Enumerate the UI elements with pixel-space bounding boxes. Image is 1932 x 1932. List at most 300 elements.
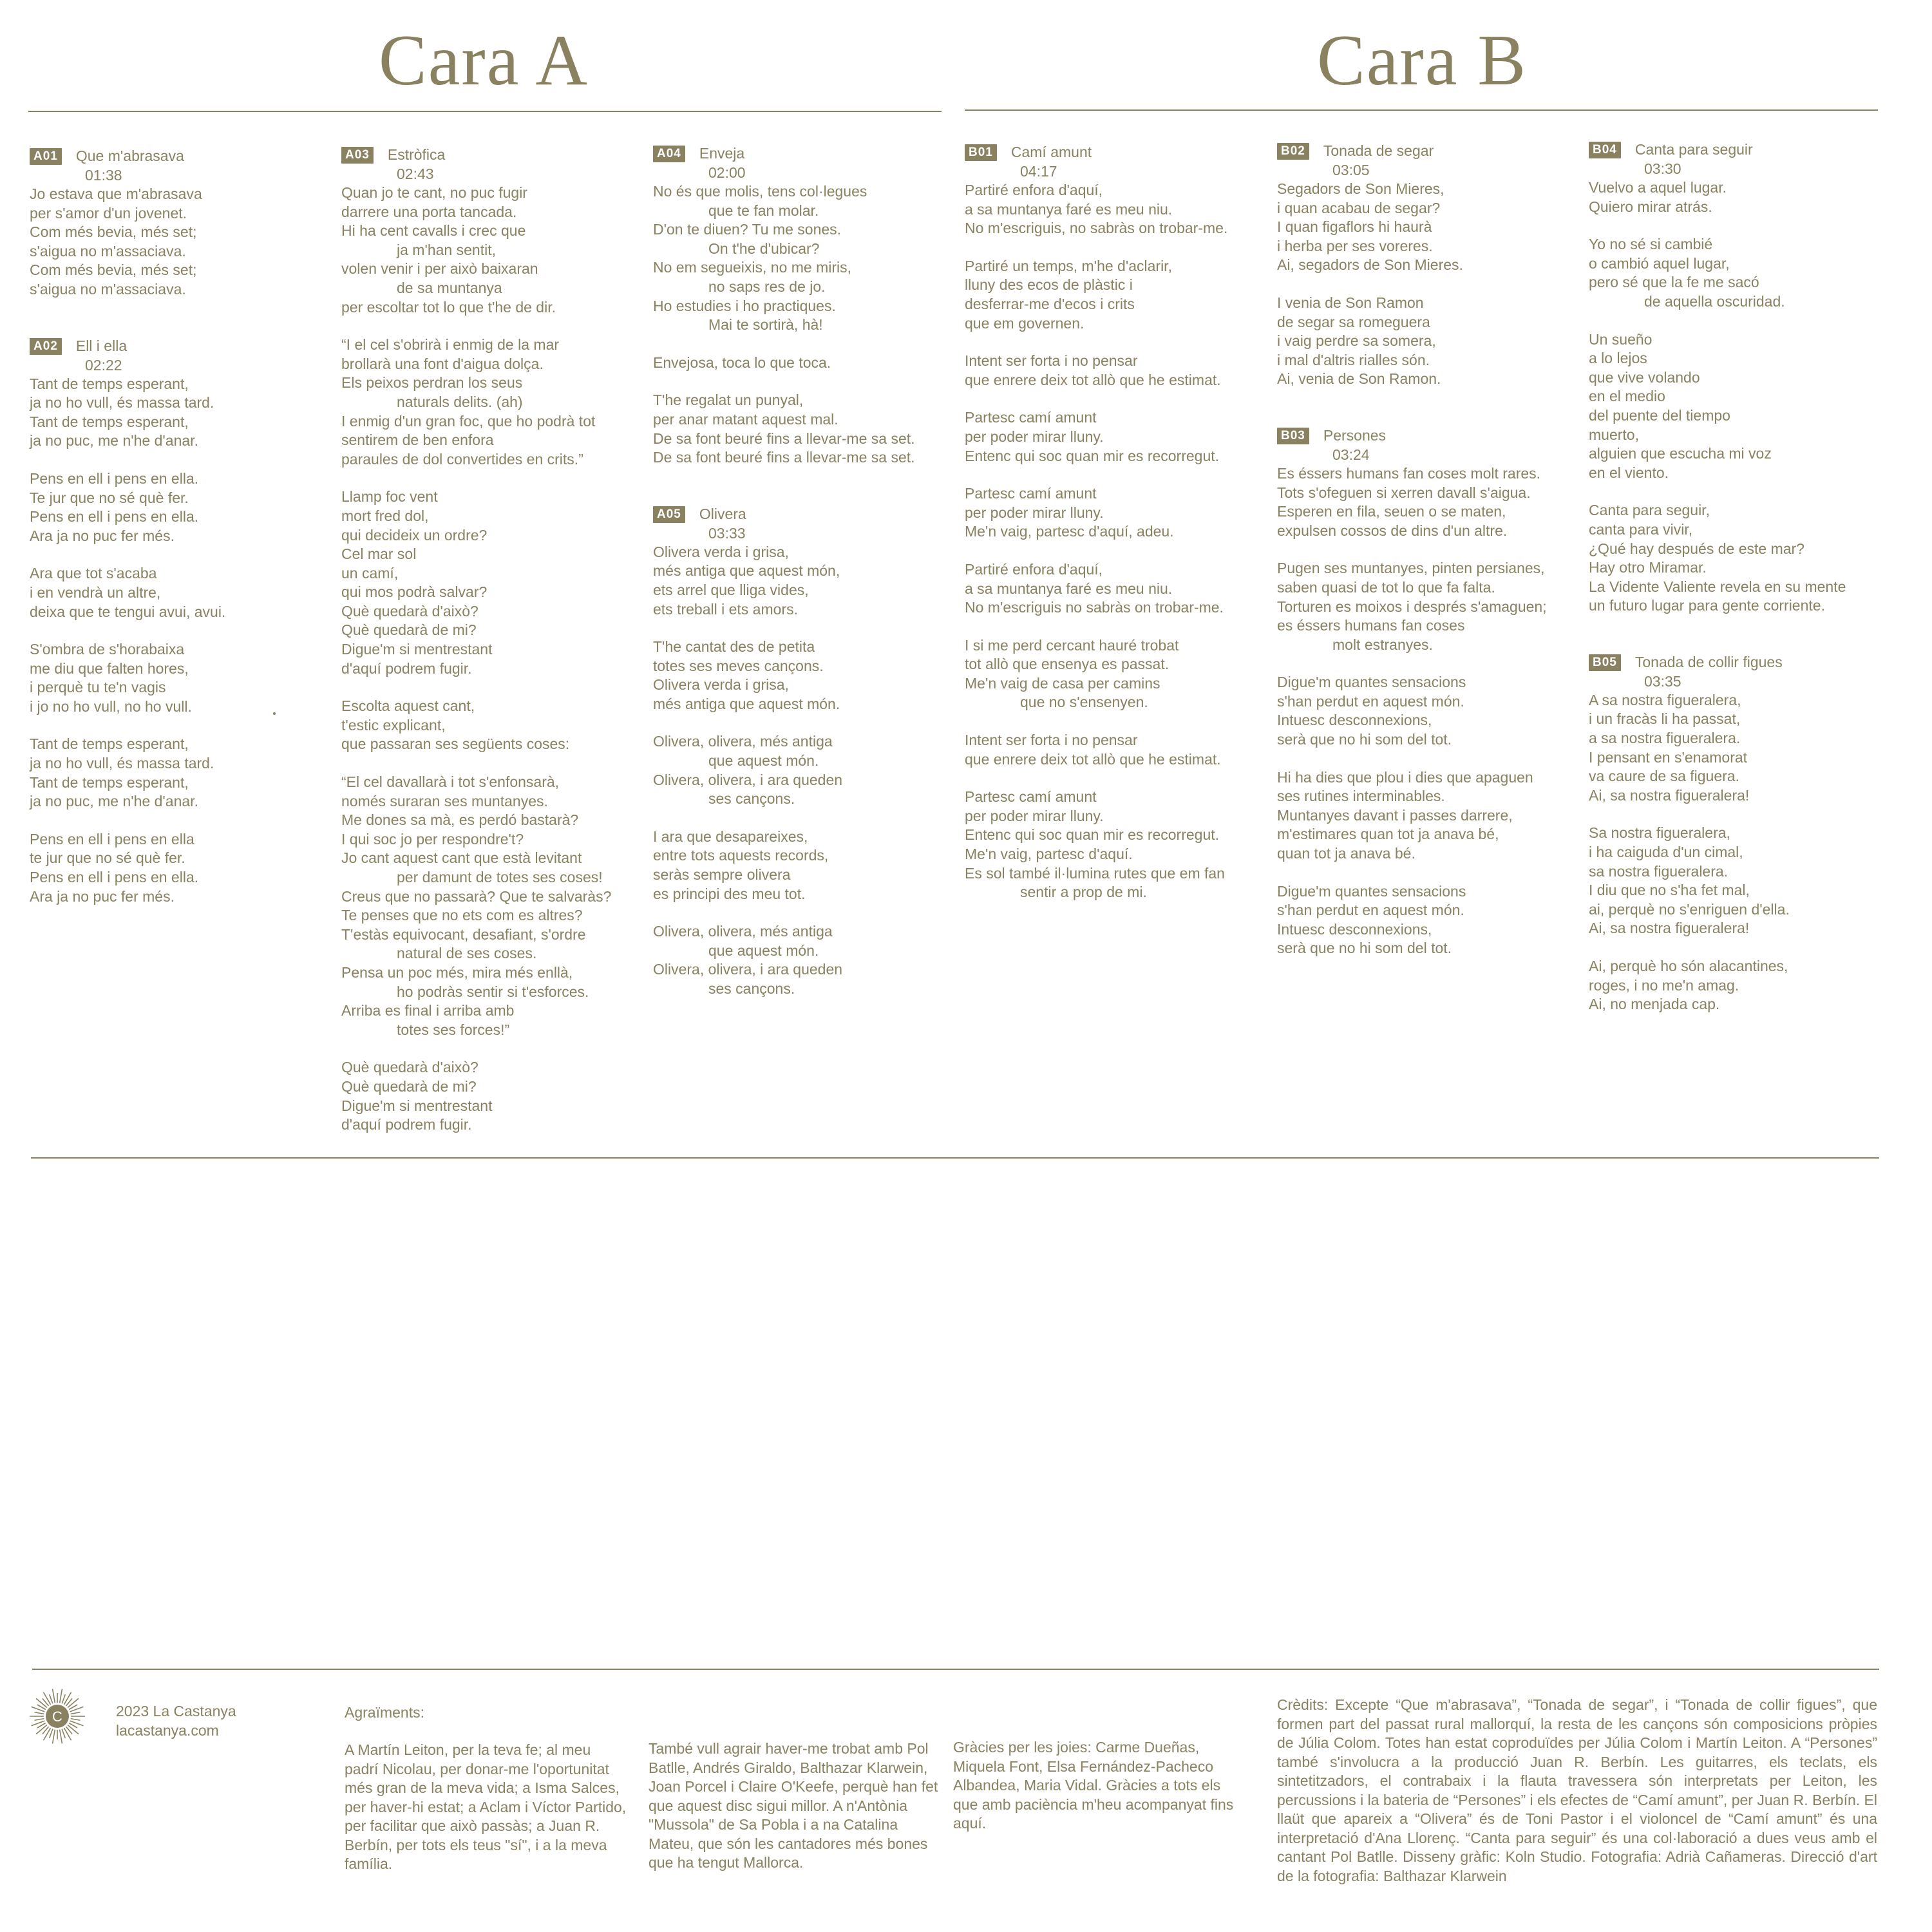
lyric-line: en el viento. xyxy=(1589,464,1669,481)
track xyxy=(1277,426,1580,958)
lyric-line: Ara que tot s'acaba xyxy=(30,565,157,582)
lyrics-stanza xyxy=(341,697,644,754)
logo-ray xyxy=(71,1712,80,1714)
lyric-line: paraules de dol convertides en crits.” xyxy=(341,450,583,468)
lyric-line: que enrere deix tot allò que he estimat. xyxy=(965,371,1221,388)
lyric-line: qui mos podrà salvar? xyxy=(341,583,488,601)
lyric-line: més antiga que aquest món, xyxy=(653,562,840,580)
logo-letter: C xyxy=(52,1709,62,1725)
lyric-line: ja no puc, me n'he d'anar. xyxy=(30,432,198,450)
lyric-line: I enmig d'un gran foc, que ho podrà tot xyxy=(341,412,596,430)
track xyxy=(965,143,1267,902)
logo-ray xyxy=(60,1730,62,1744)
lyric-line: per damunt de totes ses coses! xyxy=(397,869,603,886)
lyrics-stanza xyxy=(965,731,1267,769)
lyrics-stanza xyxy=(30,185,332,299)
lyric-line: Olivera, olivera, més antiga xyxy=(653,923,833,940)
lyric-line: només suraran ses muntanyes. xyxy=(341,792,548,810)
track-number-badge: A04 xyxy=(653,146,685,162)
lyric-line: de aquella oscuridad. xyxy=(1644,292,1785,310)
lyric-line: Partiré enfora d'aquí, xyxy=(965,182,1103,198)
track-header xyxy=(341,146,644,165)
lyrics-stanza xyxy=(1589,178,1891,216)
track-duration: 03:05 xyxy=(1332,162,1370,178)
lyric-line: I ara que desapareixes, xyxy=(653,828,808,845)
lyric-line: Entenc qui soc quan mir es recorregut. xyxy=(965,826,1220,844)
lyric-line: s'aigua no m'assaciava. xyxy=(30,280,186,298)
lyric-line: Envejosa, toca lo que toca. xyxy=(653,354,831,371)
lyric-line: Muntanyes davant i passes darrere, xyxy=(1277,806,1513,824)
side-a-rule xyxy=(28,111,942,112)
track-header xyxy=(1277,426,1580,446)
lyric-line: Ai, segadors de Son Mieres. xyxy=(1277,256,1463,274)
logo-ray xyxy=(53,1689,55,1703)
lyric-line: Digue'm quantes sensacions xyxy=(1277,882,1466,900)
lyric-line: totes ses meves cançons. xyxy=(653,657,824,674)
acknowledgements-title: Agraïments: xyxy=(345,1704,424,1721)
lyric-line: un camí, xyxy=(341,564,399,582)
lyric-line: T'estàs equivocant, desafiant, s'ordre xyxy=(341,925,586,943)
lyric-line: a sa nostra figueralera. xyxy=(1589,730,1741,747)
lyric-line: Olivera verda i grisa, xyxy=(653,676,789,694)
lyrics-stanza xyxy=(1589,330,1891,483)
lyric-line: tot allò que ensenya es passat. xyxy=(965,656,1170,673)
track-number-badge: A03 xyxy=(341,147,374,164)
lyric-line: Sa nostra figueralera, xyxy=(1589,824,1730,842)
track-title: Enveja xyxy=(699,145,745,162)
lyric-line: No m'escriguis no sabràs on trobar-me. xyxy=(965,599,1224,616)
lyrics-column-1 xyxy=(30,147,332,943)
acknowledgements-text-1: A Martín Leiton, per la teva fe; al meu padrí Nicolau, per donar-me l'oportunitat més gran de la meva vida; a Isma Salces, per haver-hi estat; a Aclam i Víctor Partido, per facilitar que això passàs; a Juan R. Berbín, per tots els teus "sí", i a la meva família. xyxy=(345,1741,627,1872)
lyrics-stanza xyxy=(653,732,956,808)
lyric-line: Ai, perquè ho són alacantines, xyxy=(1589,958,1788,974)
lyrics-stanza xyxy=(1277,294,1580,389)
lyric-line: darrere una porta tancada. xyxy=(341,203,517,220)
lyric-line: expulsen cossos de dins d'un altre. xyxy=(1277,522,1508,539)
lyric-line: Olivera, olivera, i ara queden xyxy=(653,771,843,788)
lyrics-stanza xyxy=(30,735,332,811)
lyric-line: pero sé que la fe me sacó xyxy=(1589,274,1759,291)
track-duration: 03:33 xyxy=(708,524,746,542)
lyric-line: mort fred dol, xyxy=(341,507,429,524)
lyric-line: a sa muntanya faré es meu niu. xyxy=(965,200,1173,218)
track xyxy=(341,146,644,1135)
lyric-line: Te penses que no ets com es altres? xyxy=(341,907,583,924)
lyric-line: i mal d'altris rialles són. xyxy=(1277,351,1430,368)
lyric-line: Entenc qui soc quan mir es recorregut. xyxy=(965,447,1220,464)
track xyxy=(30,147,332,299)
lyric-line: deixa que te tengui avui, avui. xyxy=(30,603,226,620)
logo-ray xyxy=(68,1725,79,1734)
lyrics-stanza xyxy=(653,922,956,998)
track-number-badge: B02 xyxy=(1277,143,1309,160)
lyric-line: ses cançons. xyxy=(708,980,795,997)
lyric-line: d'aquí podrem fugir. xyxy=(341,1116,472,1133)
lyrics-stanza xyxy=(965,352,1267,390)
lyrics-stanza xyxy=(965,788,1267,902)
label-year: 2023 La Castanya xyxy=(116,1703,236,1719)
lyric-line: Llamp foc vent xyxy=(341,488,438,506)
lyrics-stanza xyxy=(1277,180,1580,275)
lyric-line: Esperen en fila, seuen o se maten, xyxy=(1277,503,1506,520)
lyrics-stanza xyxy=(653,182,956,335)
lyric-line: i en vendrà un altre, xyxy=(30,583,161,601)
lyric-line: sa nostra figueralera. xyxy=(1589,862,1728,880)
lyrics-stanza xyxy=(1589,691,1891,806)
lyric-line: i perquè tu te'n vagis xyxy=(30,679,166,696)
lyric-line: natural de ses coses. xyxy=(397,945,537,962)
lyrics-stanza xyxy=(1589,824,1891,938)
lyric-line: T'he cantat des de petita xyxy=(653,638,815,656)
lyrics-column-5 xyxy=(1277,142,1580,996)
lyric-line: Tots s'ofeguen si xerren davall s'aigua. xyxy=(1277,484,1531,501)
track-title: Estròfica xyxy=(387,146,446,163)
lyric-line: ai, perquè no s'enriguen d'ella. xyxy=(1589,900,1790,918)
logo-ray xyxy=(44,1692,51,1705)
lyric-line: que em governen. xyxy=(965,314,1084,332)
lyric-line: No és que molis, tens col·legues xyxy=(653,183,867,200)
lyric-line: Creus que no passarà? Que te salvaràs? xyxy=(341,887,612,905)
lyric-line: ¿Qué hay después de este mar? xyxy=(1589,540,1804,557)
logo-ray xyxy=(62,1694,65,1703)
track xyxy=(30,337,332,907)
lyric-line: totes ses forces!” xyxy=(397,1021,510,1038)
lyric-line: roges, i no me'n amag. xyxy=(1589,976,1739,994)
track-header xyxy=(30,337,332,356)
track-duration: 01:38 xyxy=(85,167,122,184)
track-number-badge: A02 xyxy=(30,338,62,355)
lyric-line: muerto, xyxy=(1589,426,1639,443)
lyric-line: Ai, sa nostra figueralera! xyxy=(1589,786,1750,804)
lyrics-stanza xyxy=(341,773,644,1039)
lyric-line: a lo lejos xyxy=(1589,350,1647,367)
lyric-line: No em segueixis, no me miris, xyxy=(653,259,852,276)
logo-ray xyxy=(36,1698,47,1707)
logo-ray xyxy=(62,1729,65,1738)
lyrics-stanza xyxy=(1277,768,1580,864)
track xyxy=(1589,653,1891,1014)
lyric-line: entre tots aquests records, xyxy=(653,847,829,864)
la-castanya-logo-icon xyxy=(28,1687,86,1745)
lyric-line: quan tot ja anava bé. xyxy=(1277,845,1416,862)
lyric-line: t'estic explicant, xyxy=(341,716,446,734)
lyrics-stanza xyxy=(965,181,1267,238)
lyric-line: i herba per ses voreres. xyxy=(1277,237,1433,254)
side-a-title: Cara A xyxy=(379,21,589,100)
lyric-line: i un fracàs li ha passat, xyxy=(1589,710,1741,728)
lyrics-stanza xyxy=(30,640,332,716)
lyric-line: Pens en ell i pens en ella. xyxy=(30,869,199,886)
lyric-line: que vive volando xyxy=(1589,368,1700,386)
lyric-line: Intent ser forta i no pensar xyxy=(965,732,1138,749)
lyric-line: Me dones sa mà, es perdó bastarà? xyxy=(341,811,579,829)
lyrics-stanza xyxy=(1277,882,1580,958)
lyric-line: La Vidente Valiente revela en su mente xyxy=(1589,578,1846,595)
lyric-line: Pens en ell i pens en ella xyxy=(30,830,194,848)
track-title: Camí amunt xyxy=(1010,144,1092,160)
lyric-line: saben quasi de tot lo que fa falta. xyxy=(1277,578,1495,596)
track-header xyxy=(653,144,956,164)
track xyxy=(653,505,956,999)
lyrics-stanza xyxy=(965,636,1267,712)
side-b-rule xyxy=(965,109,1878,111)
lyric-line: ja no puc, me n'he d'anar. xyxy=(30,793,198,810)
lyric-line: Digue'm quantes sensacions xyxy=(1277,674,1466,691)
track-number-badge: B01 xyxy=(965,144,997,161)
lyric-line: Ai, venia de Son Ramon. xyxy=(1277,370,1441,388)
lyrics-stanza xyxy=(1277,559,1580,654)
track-number-badge: B05 xyxy=(1589,654,1621,671)
lyric-line: per poder mirar lluny. xyxy=(965,504,1104,521)
lyric-line: m'estimares quan tot ja anava bé, xyxy=(1277,826,1499,843)
track-header xyxy=(1589,653,1891,672)
track-number-badge: A05 xyxy=(653,506,685,523)
lyric-line: naturals delits. (ah) xyxy=(397,393,523,410)
track-title: Ell i ella xyxy=(75,337,128,354)
track-number-badge: B04 xyxy=(1589,142,1621,158)
footer-top-rule xyxy=(32,1669,1879,1670)
lyric-line: I si me perd cercant hauré trobat xyxy=(965,636,1179,654)
lyric-line: Partesc camí amunt xyxy=(965,409,1097,426)
lyric-line: Pensa un poc més, mira més enllà, xyxy=(341,963,573,981)
track xyxy=(1589,140,1891,616)
logo-ray xyxy=(35,1712,44,1714)
lyric-line: ja m'han sentit, xyxy=(397,241,496,258)
lyric-line: més antiga que aquest món. xyxy=(653,695,840,712)
lyric-line: ses rutines interminables. xyxy=(1277,788,1445,805)
lyric-line: Torturen es moixos i després s'amaguen; xyxy=(1277,598,1547,615)
lyric-line: seràs sempre olivera xyxy=(653,866,791,884)
lyric-line: Arriba es final i arriba amb xyxy=(341,1002,515,1019)
lyric-line: per poder mirar lluny. xyxy=(965,428,1104,445)
lyric-line: De sa font beuré fins a llevar-me sa set. xyxy=(653,449,915,466)
logo-ray xyxy=(68,1698,79,1707)
track-title: Persones xyxy=(1323,426,1387,444)
lyric-line: en el medio xyxy=(1589,388,1665,405)
lyric-line: Intuesc desconnexions, xyxy=(1277,712,1432,729)
lyric-line: ets arrel que lliga vides, xyxy=(653,581,809,598)
lyric-line: Me'n vaig, partesc d'aquí. xyxy=(965,846,1133,863)
lyric-line: s'han perdut en aquest món. xyxy=(1277,902,1464,919)
logo-ray xyxy=(50,1694,53,1703)
track-duration: 02:43 xyxy=(397,166,434,182)
lyrics-stanza xyxy=(1589,501,1891,616)
lyric-line: Te jur que no sé què fer. xyxy=(30,489,189,506)
lyric-line: On t'he d'ubicar? xyxy=(708,240,820,257)
track xyxy=(1277,142,1580,389)
track-header xyxy=(653,505,956,524)
lyric-line: T'he regalat un punyal, xyxy=(653,392,804,409)
lyric-line: ja no ho vull, és massa tard. xyxy=(30,394,214,412)
lyric-line: Què quedarà de mi? xyxy=(341,1077,477,1095)
lyric-line: que enrere deix tot allò que he estimat. xyxy=(965,750,1221,768)
lyric-line: per anar matant aquest mal. xyxy=(653,410,838,428)
logo-ray xyxy=(44,1728,51,1740)
lyrics-stanza xyxy=(965,560,1267,618)
lyrics-stanza xyxy=(1589,957,1891,1014)
lyric-line: alguien que escucha mi voz xyxy=(1589,445,1772,462)
lyric-line: Com més bevia, més set; xyxy=(30,261,197,279)
track-title: Canta para seguir xyxy=(1634,141,1753,158)
lyric-line: va caure de sa figuera. xyxy=(1589,768,1739,785)
lyric-line: te jur que no sé què fer. xyxy=(30,849,185,867)
lyric-line: es éssers humans fan coses xyxy=(1277,617,1465,634)
lyric-line: “I el cel s'obrirà i enmig de la mar xyxy=(341,336,560,354)
track-duration: 03:35 xyxy=(1644,672,1681,690)
lyric-line: i ha caiguda d'un cimal, xyxy=(1589,844,1743,861)
lyric-line: No m'escriguis, no sabràs on trobar-me. xyxy=(965,220,1228,237)
lyric-line: I diu que no s'ha fet mal, xyxy=(1589,882,1750,899)
lyrics-column-6 xyxy=(1589,140,1891,1052)
lyric-line: de segar sa romeguera xyxy=(1277,313,1430,330)
logo-ray xyxy=(53,1730,55,1744)
logo-ray xyxy=(64,1692,71,1705)
lyric-line: Ai, no menjada cap. xyxy=(1589,996,1720,1013)
track-duration: 03:30 xyxy=(1644,160,1681,177)
lyric-line: per s'amor d'un jovenet. xyxy=(30,204,187,222)
lyric-line: sentir a prop de mi. xyxy=(1020,884,1147,901)
lyrics-stanza xyxy=(341,1058,644,1134)
track-header xyxy=(1277,142,1580,161)
lyric-line: Pens en ell i pens en ella. xyxy=(30,508,199,526)
lyric-line: Com més bevia, més set; xyxy=(30,223,197,241)
lyrics-stanza xyxy=(341,184,644,317)
lyrics-stanza xyxy=(965,257,1267,333)
lyric-line: D'on te diuen? Tu me sones. xyxy=(653,221,842,238)
lyrics-stanza xyxy=(1277,464,1580,540)
lyric-line: Hay otro Miramar. xyxy=(1589,559,1707,576)
lyrics-column-4 xyxy=(965,143,1267,940)
lyric-line: Olivera, olivera, i ara queden xyxy=(653,961,843,978)
track-number-badge: B03 xyxy=(1277,428,1309,444)
lyric-line: s'han perdut en aquest món. xyxy=(1277,692,1464,710)
lyric-line: d'aquí podrem fugir. xyxy=(341,659,472,677)
lyric-line: del puente del tiempo xyxy=(1589,406,1730,424)
lyrics-stanza xyxy=(653,354,956,373)
lyric-line: Digue'm si mentrestant xyxy=(341,641,493,658)
lyric-line: Quiero mirar atrás. xyxy=(1589,198,1712,215)
lyric-line: Segadors de Son Mieres, xyxy=(1277,180,1444,197)
lyric-line: Olivera verda i grisa, xyxy=(653,543,789,560)
lyric-line: sentirem de ben enfora xyxy=(341,431,494,449)
lyric-line: Intuesc desconnexions, xyxy=(1277,920,1432,938)
logo-ray xyxy=(64,1728,71,1740)
lyric-line: Partiré un temps, m'he d'aclarir, xyxy=(965,257,1172,274)
lyric-line: Ara ja no puc fer més. xyxy=(30,887,175,905)
lyric-line: Ara ja no puc fer més. xyxy=(30,527,175,544)
lyric-line: Es sol també il·lumina rutes que em fan xyxy=(965,864,1225,882)
lyrics-stanza xyxy=(653,391,956,467)
lyric-line: Quan jo te cant, no puc fugir xyxy=(341,184,527,201)
lyric-line: Pugen ses muntanyes, pinten persianes, xyxy=(1277,560,1545,577)
track-duration: 04:17 xyxy=(1020,163,1057,180)
lyric-line: per escoltar tot lo que t'he de dir. xyxy=(341,298,556,316)
lyric-line: Me'n vaig, partesc d'aquí, adeu. xyxy=(965,523,1174,540)
lyric-line: lluny des ecos de plàstic i xyxy=(965,276,1133,294)
lyric-line: un futuro lugar para gente corriente. xyxy=(1589,597,1825,614)
lyric-line: me diu que falten hores, xyxy=(30,659,189,677)
lyric-line: Partesc camí amunt xyxy=(965,788,1097,806)
lyric-line: que passaran ses següents coses: xyxy=(341,735,570,753)
lyric-line: a sa muntanya faré es meu niu. xyxy=(965,580,1173,597)
track xyxy=(653,144,956,468)
lyric-line: s'aigua no m'assaciava. xyxy=(30,242,186,260)
paper-speck xyxy=(273,712,276,715)
lyrics-stanza xyxy=(30,469,332,545)
lyric-line: Cel mar sol xyxy=(341,545,417,563)
lyric-line: qui decideix un ordre? xyxy=(341,526,488,544)
lyrics-stanza xyxy=(30,564,332,621)
lyric-line: Partiré enfora d'aquí, xyxy=(965,560,1103,578)
side-b-title: Cara B xyxy=(1317,21,1528,100)
track-duration: 02:00 xyxy=(708,164,746,181)
track-title: Olivera xyxy=(699,505,746,522)
lyric-line: Tant de temps esperant, xyxy=(30,375,189,392)
lyric-line: Vuelvo a aquel lugar. xyxy=(1589,179,1727,196)
lyric-line: Yo no sé si cambié xyxy=(1589,236,1713,253)
lyrics-stanza xyxy=(965,484,1267,542)
lyric-line: no saps res de jo. xyxy=(708,278,826,295)
logo-ray xyxy=(35,1719,44,1721)
track-title: Tonada de collir figues xyxy=(1634,653,1783,670)
lyric-line: Digue'm si mentrestant xyxy=(341,1097,493,1114)
logo-ray xyxy=(50,1729,53,1738)
lyric-line: S'ombra de s'horabaixa xyxy=(30,641,185,658)
lyric-line: per poder mirar lluny. xyxy=(965,807,1104,824)
lyric-line: Hi ha cent cavalls i crec que xyxy=(341,222,526,240)
lyrics-stanza xyxy=(653,638,956,714)
lyric-line: serà que no hi som del tot. xyxy=(1277,940,1452,957)
lyric-line: i vaig perdre sa somera, xyxy=(1277,332,1436,350)
lyric-line: De sa font beuré fins a llevar-me sa set. xyxy=(653,430,915,447)
lyric-line: Intent ser forta i no pensar xyxy=(965,352,1138,370)
lyric-line: Què quedarà d'això? xyxy=(341,1059,478,1076)
lyric-line: I qui soc jo per respondre't? xyxy=(341,830,524,848)
lyric-line: Jo estava que m'abrasava xyxy=(30,185,202,202)
label-website: lacastanya.com xyxy=(116,1722,219,1739)
lyric-line: Jo cant aquest cant que està levitant xyxy=(341,849,582,867)
lyric-line: es principi des meu tot. xyxy=(653,885,806,902)
track-title: Tonada de segar xyxy=(1323,142,1434,159)
lyric-line: volen venir i per això baixaran xyxy=(341,260,538,278)
logo-ray xyxy=(71,1719,80,1721)
lyric-line: A sa nostra figueralera, xyxy=(1589,691,1741,708)
lyric-line: Hi ha dies que plou i dies que apaguen xyxy=(1277,768,1533,786)
lyric-line: Tant de temps esperant, xyxy=(30,773,189,791)
lyric-line: o cambió aquel lugar, xyxy=(1589,254,1730,272)
track-header xyxy=(30,147,332,166)
lyric-line: Un sueño xyxy=(1589,330,1653,348)
lyric-line: que aquest món. xyxy=(708,942,819,959)
lyric-line: canta para vivir, xyxy=(1589,520,1693,538)
lyric-line: ho podràs sentir si t'esforces. xyxy=(397,983,589,1000)
lyric-line: que aquest món. xyxy=(708,752,819,770)
lyric-line: que te fan molar. xyxy=(708,202,819,219)
track-number-badge: A01 xyxy=(30,148,62,165)
track-duration: 02:22 xyxy=(85,356,122,374)
lyrics-stanza xyxy=(1589,235,1891,311)
lyric-line: brollarà una font d'aigua dolça. xyxy=(341,355,544,372)
lyrics-stanza xyxy=(341,336,644,469)
lyrics-stanza xyxy=(653,543,956,619)
lyric-line: ets treball i ets amors. xyxy=(653,600,798,618)
lyric-line: Es éssers humans fan coses molt rares. xyxy=(1277,464,1541,482)
lyric-line: Els peixos perdran los seus xyxy=(341,374,523,392)
track-header xyxy=(965,143,1267,162)
lyrics-stanza xyxy=(30,375,332,451)
lyrics-bottom-rule xyxy=(31,1157,1879,1159)
lyrics-stanza xyxy=(341,488,644,678)
